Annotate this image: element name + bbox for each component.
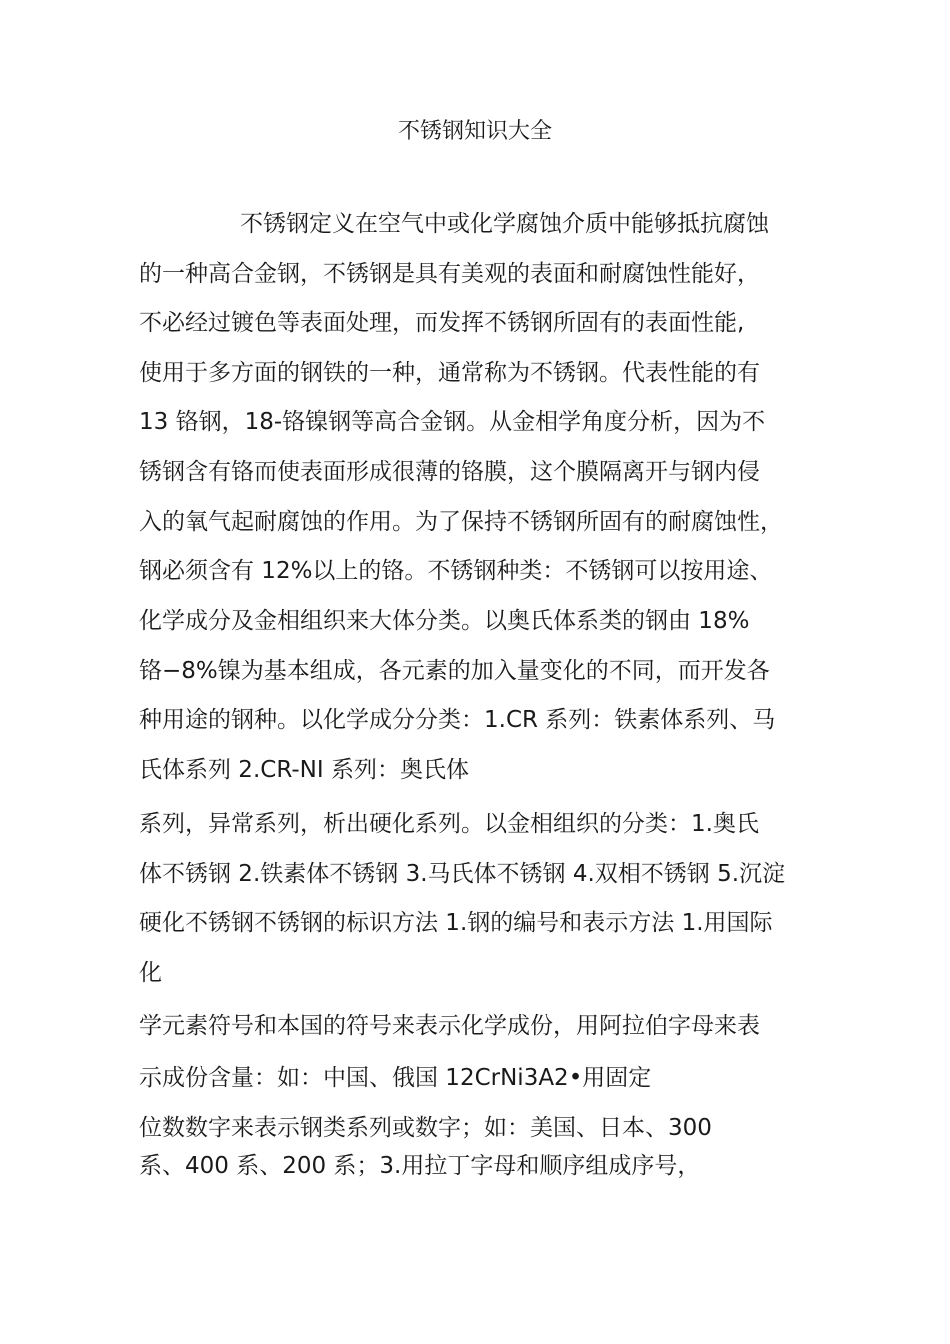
text-line-12: 氏体系列 2.CR-NI 系列：奥氏体 xyxy=(139,757,469,783)
text-line-4: 使用于多方面的钢铁的一种，通常称为不锈钢。代表性能的有 xyxy=(139,360,760,386)
text-line-3: 不必经过镀色等表面处理，而发挥不锈钢所固有的表面性能, xyxy=(139,310,745,336)
text-line-5: 13 铬钢，18-铬镍钢等高合金钢。从金相学角度分析，因为不 xyxy=(139,409,766,435)
text-line-7: 入的氧气起耐腐蚀的作用。为了保持不锈钢所固有的耐腐蚀性， xyxy=(139,509,783,535)
text-line-20: 系、400 系、200 系；3.用拉丁字母和顺序组成序号， xyxy=(139,1153,701,1179)
text-line-6: 锈钢含有铬而使表面形成很薄的铬膜，这个膜隔离开与钢内侵 xyxy=(139,459,760,485)
text-line-8: 钢必须含有 12%以上的铬。不锈钢种类：不锈钢可以按用途、 xyxy=(139,558,773,584)
text-line-1: 不锈钢定义在空气中或化学腐蚀介质中能够抵抗腐蚀 xyxy=(240,211,769,237)
text-line-16: 化 xyxy=(139,960,162,986)
text-line-17: 学元素符号和本国的符号来表示化学成份，用阿拉伯字母来表 xyxy=(139,1013,760,1039)
document-title: 不锈钢知识大全 xyxy=(397,119,552,144)
text-line-14: 体不锈钢 2.铁素体不锈钢 3.马氏体不锈钢 4.双相不锈钢 5.沉淀 xyxy=(139,861,786,887)
text-line-10: 铬−8%镍为基本组成，各元素的加入量变化的不同，而开发各 xyxy=(139,658,770,684)
text-line-13: 系列，异常系列，析出硬化系列。以金相组织的分类：1.奥氏 xyxy=(139,811,759,837)
text-line-19: 位数数字来表示钢类系列或数字；如：美国、日本、300 xyxy=(139,1115,712,1141)
text-line-9: 化学成分及金相组织来大体分类。以奥氏体系类的钢由 18% xyxy=(139,608,750,634)
text-line-2: 的一种高合金钢，不锈钢是具有美观的表面和耐腐蚀性能好， xyxy=(139,261,760,287)
text-line-18: 示成份含量：如：中国、俄国 12CrNi3A2•用固定 xyxy=(139,1065,652,1091)
text-line-15: 硬化不锈钢不锈钢的标识方法 1.钢的编号和表示方法 1.用国际 xyxy=(139,910,773,936)
text-line-11: 种用途的钢种。以化学成分分类：1.CR 系列：铁素体系列、马 xyxy=(139,707,776,733)
